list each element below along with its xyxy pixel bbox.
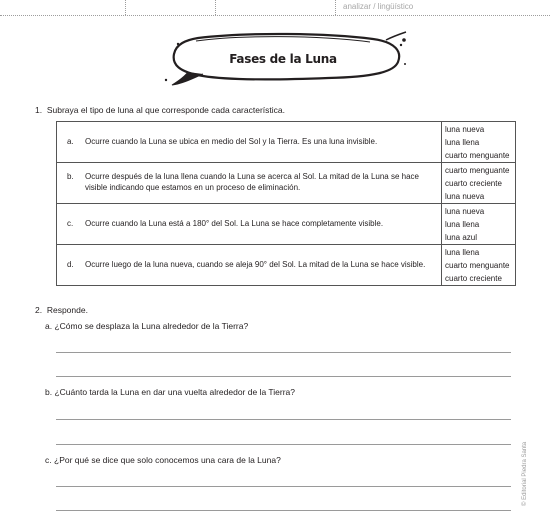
option-text[interactable]: luna azul bbox=[445, 232, 478, 242]
question-text: Subraya el tipo de luna al que corresponde cada característica. bbox=[46, 105, 285, 115]
option-text[interactable]: cuarto creciente bbox=[445, 178, 502, 188]
answer-line[interactable] bbox=[56, 352, 511, 353]
option-text[interactable]: luna nueva bbox=[445, 206, 485, 216]
answer-line[interactable] bbox=[56, 444, 511, 445]
row-options bbox=[442, 122, 516, 163]
sub-question-letter: a. bbox=[45, 321, 53, 331]
row-description bbox=[57, 122, 442, 163]
row-letter: a. bbox=[67, 136, 74, 146]
sub-question-a bbox=[45, 321, 248, 331]
row-letter: d. bbox=[67, 259, 74, 269]
characteristics-table bbox=[56, 121, 516, 286]
row-text: Ocurre cuando la Luna se ubica en medio del Sol y la Tierra. Es una luna invisible. bbox=[85, 136, 378, 146]
answer-line[interactable] bbox=[56, 510, 511, 511]
option-text[interactable]: cuarto menguante bbox=[445, 150, 510, 160]
row-description bbox=[57, 204, 442, 245]
option-text[interactable]: cuarto menguante bbox=[445, 260, 510, 270]
table-row bbox=[57, 245, 516, 286]
sub-question-letter: c. bbox=[45, 455, 52, 465]
sub-question-text: ¿Por qué se dice que solo conocemos una cara de la Luna? bbox=[54, 455, 281, 465]
question-text: Responde. bbox=[46, 305, 88, 315]
row-letter: b. bbox=[67, 172, 74, 182]
header-divider bbox=[215, 0, 216, 15]
table-row bbox=[57, 204, 516, 245]
row-description bbox=[57, 163, 442, 204]
page-title: Fases de la Luna bbox=[229, 52, 337, 66]
header-divider bbox=[335, 0, 336, 15]
option-text[interactable]: cuarto creciente bbox=[445, 273, 502, 283]
header-category: analizar / lingüístico bbox=[343, 2, 414, 11]
row-options bbox=[442, 163, 516, 204]
row-options bbox=[442, 204, 516, 245]
option-text[interactable]: luna nueva bbox=[445, 124, 485, 134]
row-options bbox=[442, 245, 516, 286]
row-letter: c. bbox=[67, 218, 74, 228]
option-text[interactable]: luna llena bbox=[445, 137, 480, 147]
option-text[interactable]: luna llena bbox=[445, 219, 480, 229]
answer-line[interactable] bbox=[56, 486, 511, 487]
question-number: 1. bbox=[35, 105, 43, 115]
row-text: Ocurre cuando la Luna está a 180° del Sol. La Luna se hace completamente visible. bbox=[85, 218, 384, 228]
question-1-instruction bbox=[35, 105, 285, 115]
header-divider bbox=[125, 0, 126, 15]
sub-question-text: ¿Cómo se desplaza la Luna alrededor de la Tierra? bbox=[54, 321, 249, 331]
table-row bbox=[57, 163, 516, 204]
sub-question-c bbox=[45, 455, 281, 465]
title-banner bbox=[158, 30, 408, 88]
sub-question-letter: b. bbox=[45, 387, 53, 397]
table-row bbox=[57, 122, 516, 163]
row-description bbox=[57, 245, 442, 286]
sub-question-b bbox=[45, 387, 295, 397]
header-dotted-line bbox=[0, 15, 550, 16]
answer-line[interactable] bbox=[56, 376, 511, 377]
sub-question-text: ¿Cuánto tarda la Luna en dar una vuelta alrededor de la Tierra? bbox=[54, 387, 295, 397]
question-2-instruction bbox=[35, 305, 88, 315]
row-text: Ocurre después de la luna llena cuando la Luna se acerca al Sol. La mitad de la Luna se hace visible indicando que estamos en un proceso de eliminación. bbox=[85, 172, 419, 192]
option-text[interactable]: luna llena bbox=[445, 247, 480, 257]
question-number: 2. bbox=[35, 305, 43, 315]
option-text[interactable]: luna nueva bbox=[445, 191, 485, 201]
header-strip bbox=[0, 0, 550, 16]
answer-line[interactable] bbox=[56, 419, 511, 420]
copyright-credit: © Editorial Piedra Santa bbox=[522, 441, 528, 506]
option-text[interactable]: cuarto menguante bbox=[445, 165, 510, 175]
row-text: Ocurre luego de la luna nueva, cuando se aleja 90° del Sol. La mitad de la Luna se hace visible. bbox=[85, 259, 426, 269]
